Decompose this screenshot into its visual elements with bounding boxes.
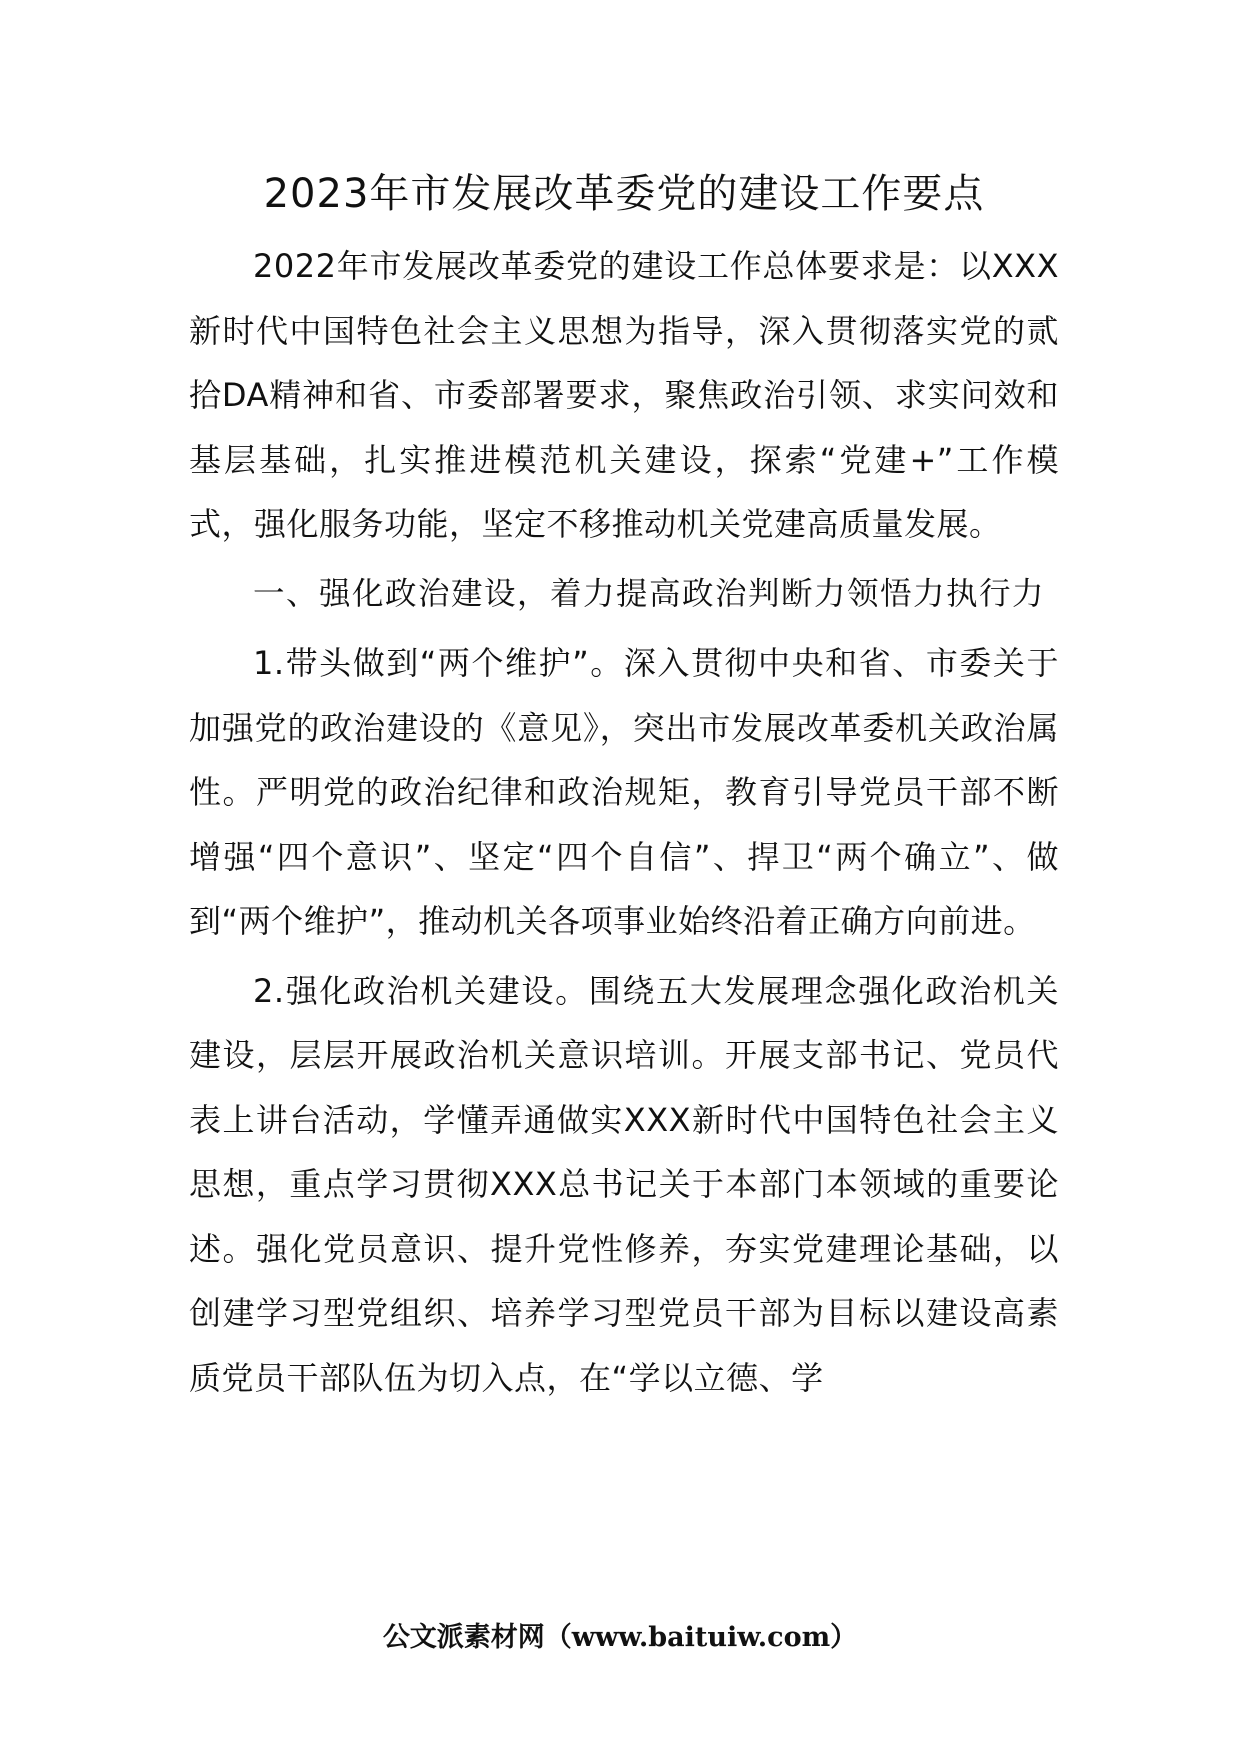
item-2-paragraph: 2.强化政治机关建设。围绕五大发展理念强化政治机关建设，层层开展政治机关意识培训。开展支部书记、党员代表上讲台活动，学懂弄通做实XXX新时代中国特色社会主义思想，重点学习贯彻XXX总书记关于本部门本领域的重要论述。强化党员意识、提升党性修养，夯实党建理论基础，以创建学习型党组织、培养学习型党员干部为目标以建设高素质党员干部队伍为切入点，在“学以立德、学 bbox=[189, 971, 1059, 1397]
document-page bbox=[189, 160, 1059, 1410]
section-heading: 一、强化政治建设，着力提高政治判断力领悟力执行力 bbox=[253, 575, 1046, 612]
document-title: 2023年市发展改革委党的建设工作要点 bbox=[263, 171, 985, 217]
footer-watermark: 公文派素材网（www.baituiw.com） bbox=[382, 1622, 858, 1653]
item-1-paragraph: 1.带头做到“两个维护”。深入贯彻中央和省、市委关于加强党的政治建设的《意见》，突出市发展改革委机关政治属性。严明党的政治纪律和政治规矩，教育引导党员干部不断增强“四个意识”、坚定“四个自信”、捍卫“两个确立”、做到“两个维护”，推动机关各项事业始终沿着正确方向前进。 bbox=[189, 644, 1059, 940]
intro-paragraph: 2022年市发展改革委党的建设工作总体要求是：以XXX新时代中国特色社会主义思想为指导，深入贯彻落实党的贰拾DA精神和省、市委部署要求，聚焦政治引领、求实问效和基层基础，扎实推进模范机关建设，探索“党建+”工作模式，强化服务功能，坚定不移推动机关党建高质量发展。 bbox=[189, 247, 1059, 543]
